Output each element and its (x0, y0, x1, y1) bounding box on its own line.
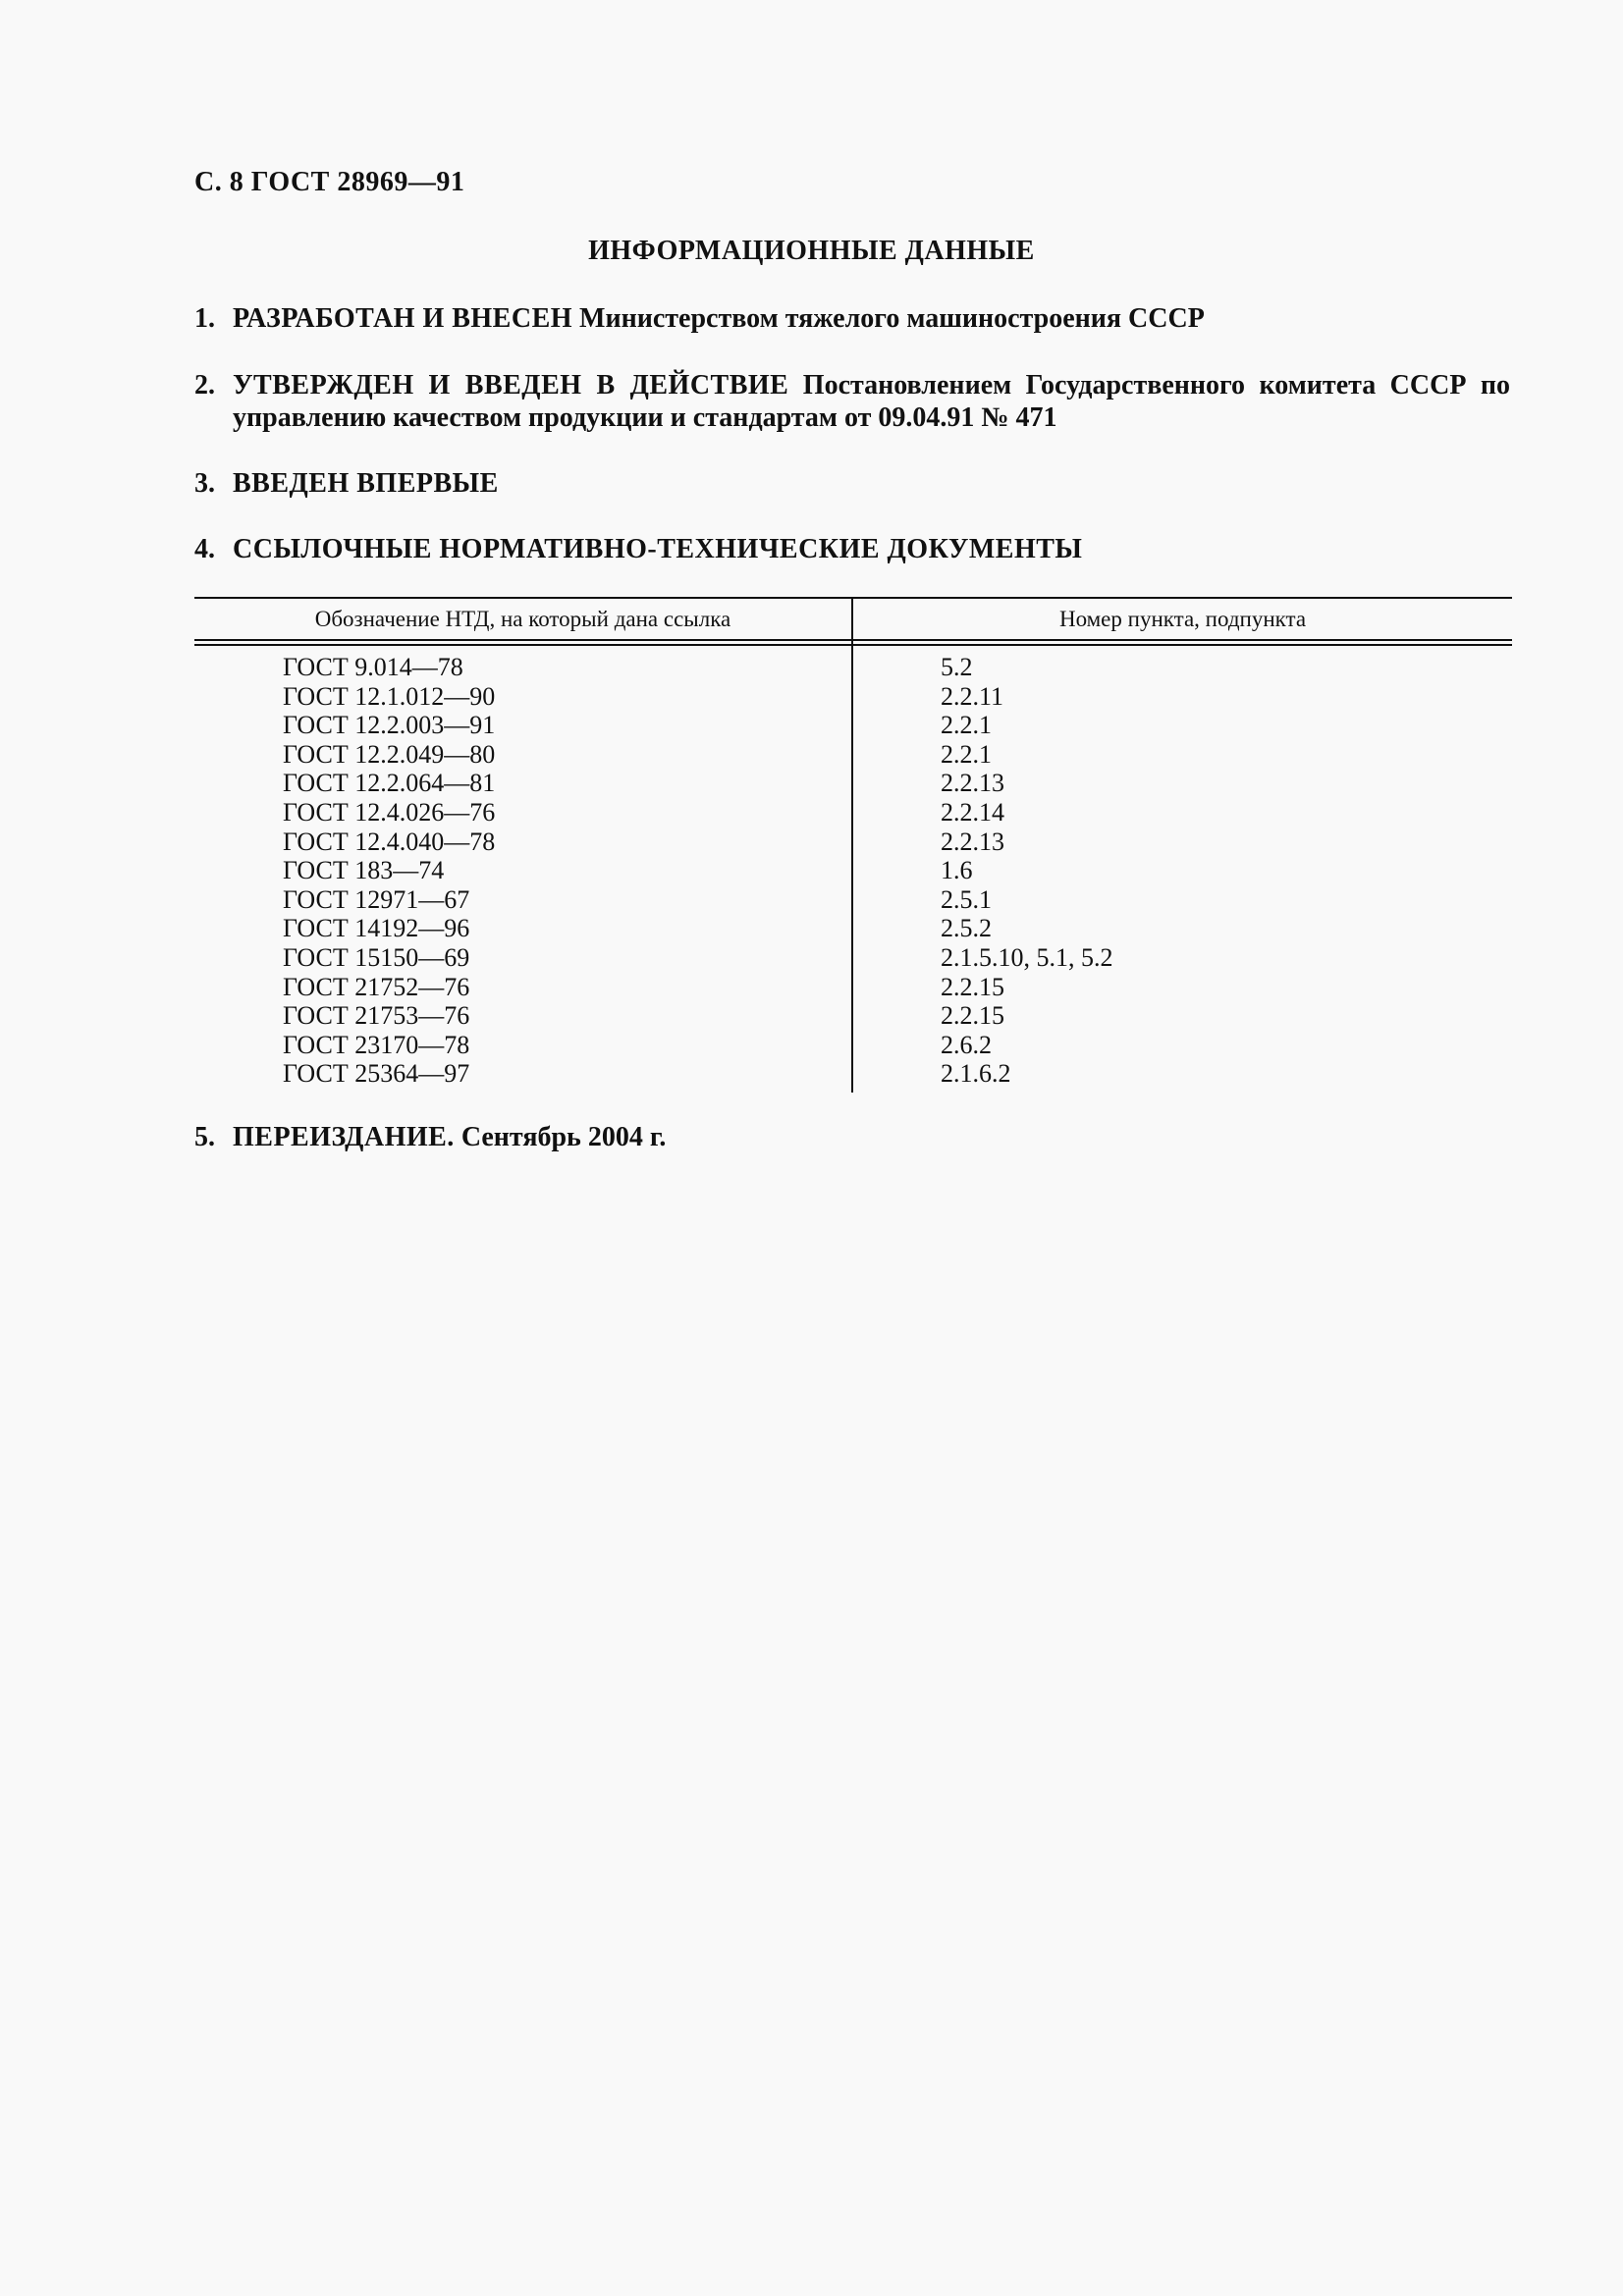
item-number: 2. (194, 370, 215, 400)
table-body (194, 653, 1512, 1089)
table-row (194, 682, 1512, 712)
item-body: Постановлением Государственного комитета СССР по управлению качеством продукции и стандартам от 09.04.91 № 471 (233, 370, 1511, 433)
item-text (194, 467, 1510, 500)
table-row (194, 828, 1512, 857)
table-row (194, 798, 1512, 828)
info-item-2 (194, 369, 1510, 434)
cell-designation: ГОСТ 21753—76 (283, 1001, 470, 1031)
info-item-1 (194, 302, 1510, 335)
table-row (194, 943, 1512, 973)
cell-clause: 2.2.1 (941, 739, 992, 769)
table-header-rule (194, 644, 1512, 646)
table-top-rule (194, 597, 1512, 599)
cell-clause: 2.2.13 (941, 769, 1004, 798)
item-body: Министерством тяжелого машиностроения СССР (572, 303, 1205, 334)
cell-designation: ГОСТ 14192—96 (283, 914, 470, 943)
cell-designation: ГОСТ 15150—69 (283, 942, 470, 972)
info-item-5 (194, 1121, 1510, 1153)
table-row (194, 1031, 1512, 1060)
cell-clause: 2.2.15 (941, 1001, 1004, 1031)
item-heading: РАЗРАБОТАН И ВНЕСЕН (233, 303, 573, 334)
cell-designation: ГОСТ 12.2.049—80 (283, 739, 496, 769)
page-header: С. 8 ГОСТ 28969—91 (194, 167, 465, 197)
table-row (194, 856, 1512, 885)
cell-clause: 2.2.1 (941, 711, 992, 740)
table-row (194, 740, 1512, 770)
table-row (194, 711, 1512, 740)
reference-documents-table (194, 597, 1512, 1093)
table-header-rule (194, 639, 1512, 641)
table-row (194, 653, 1512, 682)
cell-designation: ГОСТ 12.1.012—90 (283, 681, 496, 711)
cell-designation: ГОСТ 25364—97 (283, 1059, 470, 1089)
cell-clause: 2.2.15 (941, 972, 1004, 1001)
item-heading: ВВЕДЕН ВПЕРВЫЕ (233, 468, 499, 499)
info-item-3 (194, 467, 1510, 500)
cell-clause: 2.2.14 (941, 797, 1004, 827)
cell-designation: ГОСТ 183—74 (283, 856, 445, 885)
cell-clause: 2.2.13 (941, 827, 1004, 856)
item-heading: ССЫЛОЧНЫЕ НОРМАТИВНО-ТЕХНИЧЕСКИЕ ДОКУМЕНТЫ (233, 534, 1083, 564)
table-header-clause: Номер пункта, подпункта (1058, 607, 1307, 631)
item-body: Сентябрь 2004 г. (454, 1122, 667, 1152)
cell-designation: ГОСТ 12971—67 (283, 884, 470, 914)
info-item-4 (194, 533, 1510, 565)
cell-clause: 2.1.6.2 (941, 1059, 1011, 1089)
cell-designation: ГОСТ 9.014—78 (283, 653, 463, 681)
cell-designation: ГОСТ 21752—76 (283, 972, 470, 1001)
table-row (194, 1059, 1512, 1089)
item-number: 4. (194, 534, 215, 564)
table-row (194, 973, 1512, 1002)
cell-clause: 2.2.11 (941, 681, 1004, 711)
cell-designation: ГОСТ 12.2.064—81 (283, 769, 496, 798)
item-text (194, 1121, 1510, 1153)
item-number: 5. (194, 1122, 215, 1152)
item-heading: ПЕРЕИЗДАНИЕ. (233, 1122, 455, 1152)
cell-designation: ГОСТ 12.2.003—91 (283, 711, 496, 740)
item-text (194, 369, 1510, 434)
cell-clause: 2.5.1 (941, 884, 992, 914)
table-row (194, 769, 1512, 798)
cell-clause: 5.2 (941, 653, 973, 681)
item-text (194, 302, 1510, 335)
cell-clause: 2.1.5.10, 5.1, 5.2 (941, 942, 1113, 972)
cell-clause: 2.5.2 (941, 914, 992, 943)
document-title: ИНФОРМАЦИОННЫЕ ДАННЫЕ (588, 236, 1035, 266)
table-header-designation: Обозначение НТД, на который дана ссылка (314, 607, 731, 631)
table-row (194, 885, 1512, 915)
table-row (194, 914, 1512, 943)
cell-designation: ГОСТ 12.4.026—76 (283, 797, 496, 827)
item-heading: УТВЕРЖДЕН И ВВЕДЕН В ДЕЙСТВИЕ (233, 370, 789, 400)
cell-designation: ГОСТ 23170—78 (283, 1030, 470, 1059)
cell-designation: ГОСТ 12.4.040—78 (283, 827, 496, 856)
table-row (194, 1001, 1512, 1031)
cell-clause: 2.6.2 (941, 1030, 992, 1059)
item-number: 1. (194, 303, 215, 334)
item-text (194, 533, 1510, 565)
cell-clause: 1.6 (941, 856, 973, 885)
item-number: 3. (194, 468, 215, 499)
